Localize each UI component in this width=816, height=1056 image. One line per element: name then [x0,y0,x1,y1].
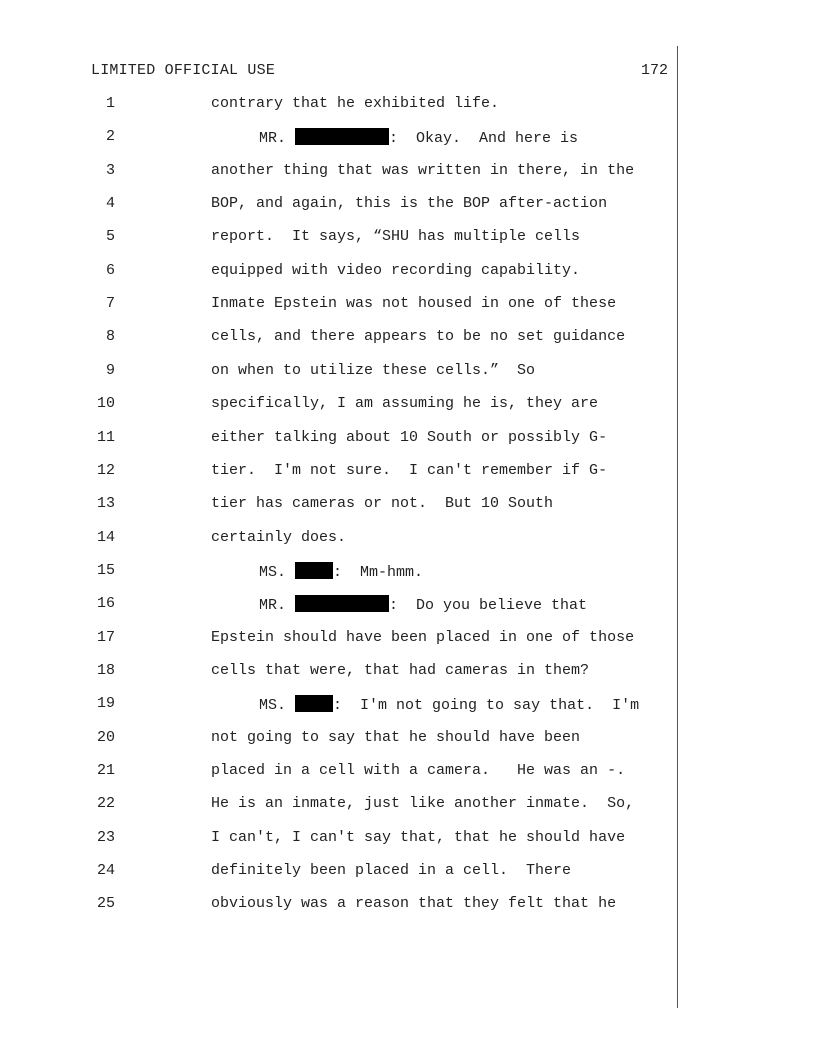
speech-text: : Okay. And here is [389,130,579,148]
line-text: definitely been placed in a cell. There [211,862,572,880]
line-number: 1 [105,95,115,112]
transcript-line [0,362,700,382]
line-text [259,695,639,714]
line-number: 13 [96,495,115,513]
transcript-line [0,162,700,182]
redacted-name [295,695,333,712]
line-number: 25 [96,895,115,913]
transcript-line [0,128,700,148]
transcript-line [0,895,700,915]
transcript-line [0,762,700,782]
transcript-line [0,228,700,248]
line-text: either talking about 10 South or possibly G- [211,428,608,446]
line-number: 24 [96,862,115,880]
line-number: 23 [96,828,115,846]
page-header-title: LIMITED OFFICIAL USE [91,62,276,79]
transcript-line [0,595,700,615]
line-number: 3 [105,161,115,179]
line-number: 21 [96,762,115,779]
line-text: certainly does. [211,528,347,546]
line-number: 2 [105,128,115,146]
transcript-line [0,562,700,582]
line-number: 14 [96,528,115,546]
line-text: contrary that he exhibited life. [211,95,500,112]
transcript-line [0,429,700,449]
line-text: tier. I'm not sure. I can't remember if G- [211,461,608,479]
speaker-label: MR. [259,597,287,615]
line-number: 8 [105,328,115,346]
line-number: 11 [96,428,115,446]
transcript-line [0,795,700,815]
line-text: Epstein should have been placed in one of those [211,628,635,646]
line-number: 15 [96,561,115,579]
redacted-name [295,595,389,612]
transcript-line [0,695,700,715]
transcript-line [0,195,700,215]
line-text: another thing that was written in there, in the [211,161,635,179]
line-number: 6 [105,261,115,279]
line-text: on when to utilize these cells.” So [211,361,536,379]
line-number: 10 [96,395,115,413]
line-text: placed in a cell with a camera. He was an -. [211,762,626,779]
transcript-line [0,262,700,282]
line-number: 20 [96,728,115,746]
transcript-line [0,328,700,348]
line-number: 5 [105,228,115,246]
transcript-line [0,529,700,549]
line-text: obviously was a reason that they felt that he [211,895,617,913]
line-text [259,595,587,614]
line-text: He is an inmate, just like another inmate. So, [211,795,635,813]
line-text [259,128,578,147]
line-text: equipped with video recording capability. [211,261,581,279]
transcript-line [0,729,700,749]
line-number: 22 [96,795,115,813]
line-number: 7 [105,295,115,313]
transcript-line [0,495,700,515]
speech-text: : Mm-hmm. [333,563,424,581]
line-number: 4 [105,195,115,213]
line-text: Inmate Epstein was not housed in one of these [211,295,617,313]
line-number: 17 [96,628,115,646]
line-text: report. It says, “SHU has multiple cells [211,228,581,246]
line-text: I can't, I can't say that, that he should have [211,828,626,846]
speech-text: : I'm not going to say that. I'm [333,697,640,715]
redacted-name [295,562,333,579]
speaker-label: MS. [259,563,287,581]
speaker-label: MS. [259,697,287,715]
line-number: 12 [96,461,115,479]
transcript-line [0,95,700,115]
line-text: tier has cameras or not. But 10 South [211,495,554,513]
transcript-line [0,462,700,482]
line-number: 16 [96,595,115,613]
line-number: 19 [96,695,115,713]
transcript-line [0,629,700,649]
transcript-line [0,662,700,682]
line-text: cells that were, that had cameras in them? [211,661,590,679]
speaker-label: MR. [259,130,287,148]
line-text: specifically, I am assuming he is, they are [211,395,599,413]
line-text [259,562,423,581]
transcript-line [0,395,700,415]
line-number: 9 [105,361,115,379]
transcript-line [0,829,700,849]
page-number: 172 [640,62,668,79]
speech-text: : Do you believe that [389,597,588,615]
line-number: 18 [96,661,115,679]
transcript-line [0,295,700,315]
line-text: BOP, and again, this is the BOP after-action [211,195,608,213]
line-text: cells, and there appears to be no set guidance [211,328,626,346]
redacted-name [295,128,389,145]
line-text: not going to say that he should have been [211,728,581,746]
transcript-line [0,862,700,882]
